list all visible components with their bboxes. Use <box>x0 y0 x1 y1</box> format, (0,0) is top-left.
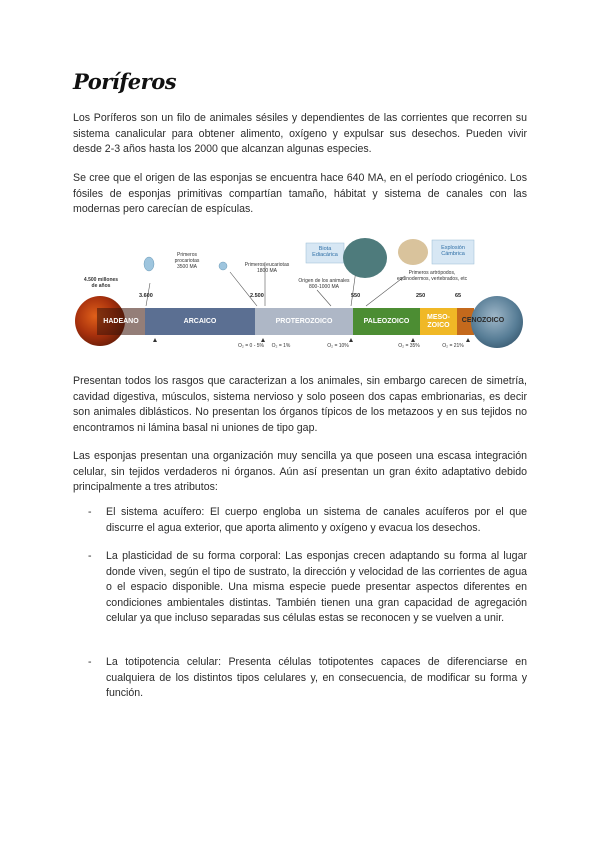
oxygen-label: O₂ = 10% <box>327 343 349 349</box>
paragraph-intro: Los Poríferos son un filo de animales sésiles y dependientes de las corrientes que recorren su sistema canalicular para obtener alimento, oxígeno y expulsar sus desechos. Pueden vivir desde 2-3 años hasta los 2000 que alcanzan algunas especies. <box>73 112 527 156</box>
oxygen-arrow-icon <box>466 338 470 342</box>
bullet-marker: - <box>88 506 92 518</box>
event-animals-origin: Origen de los animales 800-1000 MA <box>298 278 350 290</box>
oxygen-arrow-icon <box>349 338 353 342</box>
era-mesozoico: MESO- ZOICO <box>420 308 457 335</box>
event-cambrian: Explosión Cámbrica <box>441 245 465 257</box>
bullet-text: El sistema acuífero: El cuerpo engloba un sistema de canales acuíferos por el que discurre el agua exterior, que aporta alimento y oxígeno y evacua los desechos. <box>106 506 527 534</box>
era-proterozoico: PROTEROZOICO <box>255 308 353 335</box>
event-eukaryotes: Primeros eucariotas 1800 MA <box>244 262 290 274</box>
oxygen-label: O₂ = 35% <box>398 343 420 349</box>
bullet-item <box>89 505 527 536</box>
bullet-text: La totipotencia celular: Presenta células totipotentes capaces de diferenciarse en cualquiera de los distintos tipos celulares y, en consecuencia, de modificar su forma y función. <box>106 656 527 700</box>
tick-65: 65 <box>455 293 462 299</box>
tick-550: 550 <box>351 293 361 299</box>
era-cenozoico: CENOZOICO <box>461 317 505 324</box>
paragraph-organization: Las esponjas presentan una organización muy sencilla ya que poseen una escasa integración celular, sin tejidos verdaderos ni órganos. Aún así presentan un gran éxito adaptativo debido principalmente a tres atributos: <box>73 450 527 494</box>
paragraph-origin: Se cree que el origen de las esponjas se encuentra hace 640 MA, en el período criogénico. Los fósiles de esponjas primitivas compartían tamaño, hábitat y sistema de canales con las modernas pero carecían de espículas. <box>73 172 527 216</box>
page-title: Poríferos <box>73 69 177 94</box>
oxygen-label: O₂ = 21% <box>442 343 464 349</box>
oxygen-arrow-icon <box>153 338 157 342</box>
tick-2500: 2.500 <box>250 293 264 299</box>
event-arthropods: Primeros artrópodos, equinodermos, vertebrados, etc <box>396 270 468 282</box>
bullet-marker: - <box>88 656 92 668</box>
ediacara-fossil-image <box>343 238 387 278</box>
tick-3600: 3.600 <box>139 293 153 299</box>
eukaryote-icon <box>219 262 227 270</box>
bullet-text: La plasticidad de su forma corporal: Las esponjas crecen adaptando su forma al lugar donde viven, según el tipo de sustrato, la dirección y velocidad de las corrientes de agua o el espacio disponible. Una misma especie puede presentar aspectos diferentes en condiciones ambientales distintas. También tienen una gran capacidad de agregación celular ya que incluso separadas sus células estas se reconocen y se vuelven a unir. <box>106 550 527 625</box>
prokaryote-icon <box>144 257 154 271</box>
oxygen-label: O₂ = 0 - 5% <box>238 343 264 349</box>
bullet-item <box>89 549 527 627</box>
tick-250: 250 <box>416 293 426 299</box>
bullet-marker: - <box>88 550 92 562</box>
event-ediacara: Biota Ediacárica <box>312 246 338 258</box>
bullet-item <box>89 655 527 702</box>
event-prokaryotes: Primeros procariotas 3500 MA <box>174 252 200 270</box>
era-paleozoico: PALEOZOICO <box>353 308 420 335</box>
oxygen-label: O₂ = 1% <box>271 343 291 349</box>
era-arcaico: ARCAICO <box>145 308 255 335</box>
era-hadeano: HADEANO <box>97 308 145 335</box>
arthropod-image <box>398 239 428 265</box>
oxygen-arrow-icon <box>261 338 265 342</box>
oxygen-arrow-icon <box>411 338 415 342</box>
earth-age-label: 4.500 millones de años <box>83 277 119 289</box>
paragraph-traits: Presentan todos los rasgos que caracterizan a los animales, sin embargo carecen de simetría, cavidad digestiva, músculos, sistema nervioso y solo poseen dos capas embrionarias, es decir son animales diblásticos. No presentan los órganos típicos de los metazoos y en sus tejidos no encontramos ni lámina basal ni uniones de tipo gap. <box>73 375 527 434</box>
